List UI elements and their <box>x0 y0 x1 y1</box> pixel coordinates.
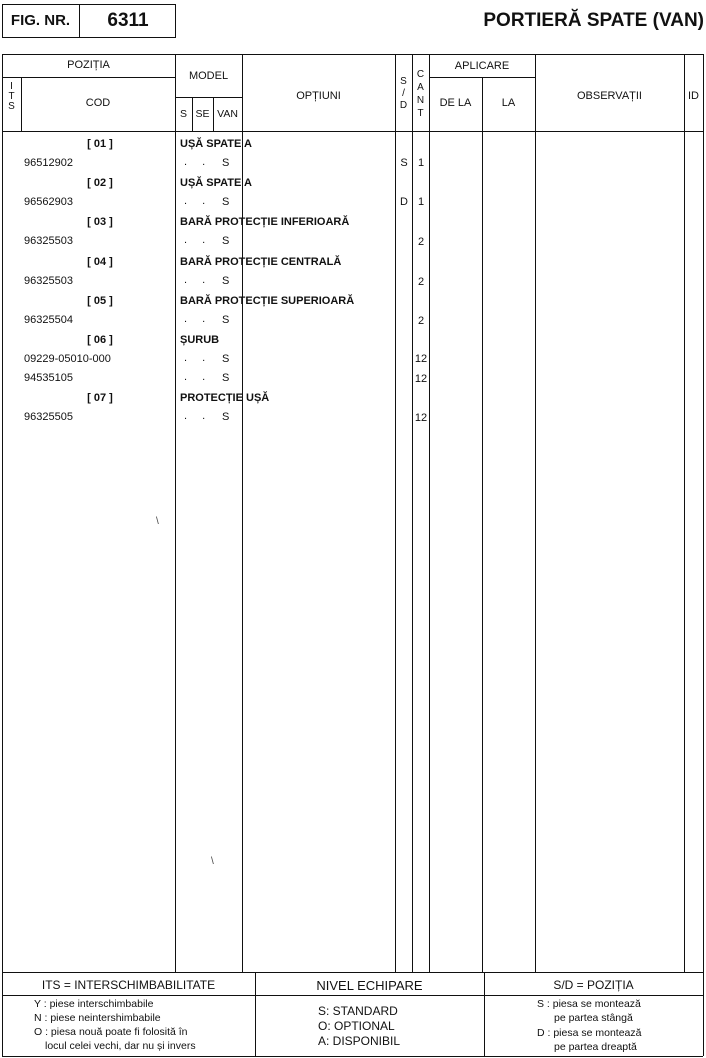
scan-speck: \ <box>156 516 159 527</box>
quantity-value: 2 <box>417 276 425 288</box>
position-number: [ 07 ] <box>87 392 113 404</box>
part-code: 96325504 <box>24 314 73 326</box>
nivel-legend-line: O: OPTIONAL <box>318 1019 395 1033</box>
figure-label: FIG. NR. <box>2 4 80 38</box>
its-legend-title: ITS = INTERSCHIMBABILITATE <box>41 978 216 992</box>
model-dots: . . <box>184 274 212 286</box>
sd-legend-line: D : piesa se montează <box>537 1027 642 1039</box>
sd-legend-line: pe partea dreaptă <box>554 1041 637 1053</box>
model-dots: . . <box>184 371 212 383</box>
part-description: PROTECȚIE UȘĂ <box>180 392 270 404</box>
model-dots: . . <box>184 313 212 325</box>
model-dots: . . <box>184 156 212 168</box>
header-id: ID <box>688 90 699 102</box>
part-description: BARĂ PROTECȚIE INFERIOARĂ <box>180 216 350 228</box>
scan-speck: \ <box>211 856 214 867</box>
its-legend-line: N : piese neintershimbabile <box>34 1012 161 1024</box>
part-description: ȘURUB <box>180 334 220 346</box>
side-value: D <box>400 196 408 208</box>
header-la: LA <box>501 97 516 109</box>
quantity-value: 2 <box>417 315 425 327</box>
model-value: S <box>222 196 230 208</box>
its-legend-line: O : piesa nouă poate fi folosită în <box>34 1026 188 1038</box>
quantity-value: 2 <box>417 236 425 248</box>
position-number: [ 02 ] <box>87 177 113 189</box>
sd-legend-line: S : piesa se montează <box>537 998 641 1010</box>
position-number: [ 03 ] <box>87 216 113 228</box>
position-number: [ 04 ] <box>87 256 113 268</box>
quantity-value: 1 <box>417 196 425 208</box>
header-its: I T S <box>8 81 15 112</box>
page-title: PORTIERĂ SPATE (VAN) <box>483 10 704 31</box>
header-sd: S / D <box>399 76 408 111</box>
header-optiuni: OPȚIUNI <box>296 90 341 102</box>
nivel-legend-title: NIVEL ECHIPARE <box>316 978 423 993</box>
quantity-value: 12 <box>414 412 428 424</box>
model-value: S <box>222 157 230 169</box>
part-code: 09229-05010-000 <box>24 353 111 365</box>
model-value: S <box>222 372 230 384</box>
position-number: [ 05 ] <box>87 295 113 307</box>
part-code: 96562903 <box>24 196 73 208</box>
part-code: 96325505 <box>24 411 73 423</box>
model-value: S <box>222 411 230 423</box>
part-code: 94535105 <box>24 372 73 384</box>
part-description: UȘĂ SPATE A <box>180 177 252 189</box>
sd-legend-title: S/D = POZIȚIA <box>553 978 634 992</box>
model-value: S <box>222 235 230 247</box>
nivel-legend-line: S: STANDARD <box>318 1004 398 1018</box>
header-model-van: VAN <box>217 108 238 120</box>
model-dots: . . <box>184 410 212 422</box>
header-model-s: S <box>179 108 187 120</box>
nivel-legend-line: A: DISPONIBIL <box>318 1034 401 1048</box>
its-legend-line: Y : piese interschimbabile <box>34 998 154 1010</box>
part-description: BARĂ PROTECȚIE CENTRALĂ <box>180 256 342 268</box>
part-code: 96325503 <box>24 235 73 247</box>
model-value: S <box>222 314 230 326</box>
header-observatii: OBSERVAȚII <box>576 90 642 102</box>
model-value: S <box>222 353 230 365</box>
part-code: 96512902 <box>24 157 73 169</box>
sd-legend-line: pe partea stângă <box>554 1012 633 1024</box>
quantity-value: 12 <box>414 353 428 365</box>
position-number: [ 01 ] <box>87 138 113 150</box>
part-description: BARĂ PROTECȚIE SUPERIOARĂ <box>180 295 355 307</box>
part-code: 96325503 <box>24 275 73 287</box>
quantity-value: 1 <box>417 157 425 169</box>
header-cod: COD <box>85 97 111 109</box>
header-model-se: SE <box>195 108 210 120</box>
header-cant: C A N T <box>416 69 425 119</box>
model-dots: . . <box>184 234 212 246</box>
position-number: [ 06 ] <box>87 334 113 346</box>
side-value: S <box>400 157 408 169</box>
header-model: MODEL <box>188 70 229 82</box>
model-value: S <box>222 275 230 287</box>
its-legend-line: locul celei vechi, dar nu și invers <box>45 1040 196 1052</box>
header-aplicare: APLICARE <box>454 60 510 72</box>
header-de-la: DE LA <box>439 97 472 109</box>
model-dots: . . <box>184 352 212 364</box>
quantity-value: 12 <box>414 373 428 385</box>
part-description: UȘĂ SPATE A <box>180 138 252 150</box>
header-pozitia: POZIȚIA <box>67 59 110 71</box>
model-dots: . . <box>184 195 212 207</box>
figure-number: 6311 <box>107 10 149 31</box>
